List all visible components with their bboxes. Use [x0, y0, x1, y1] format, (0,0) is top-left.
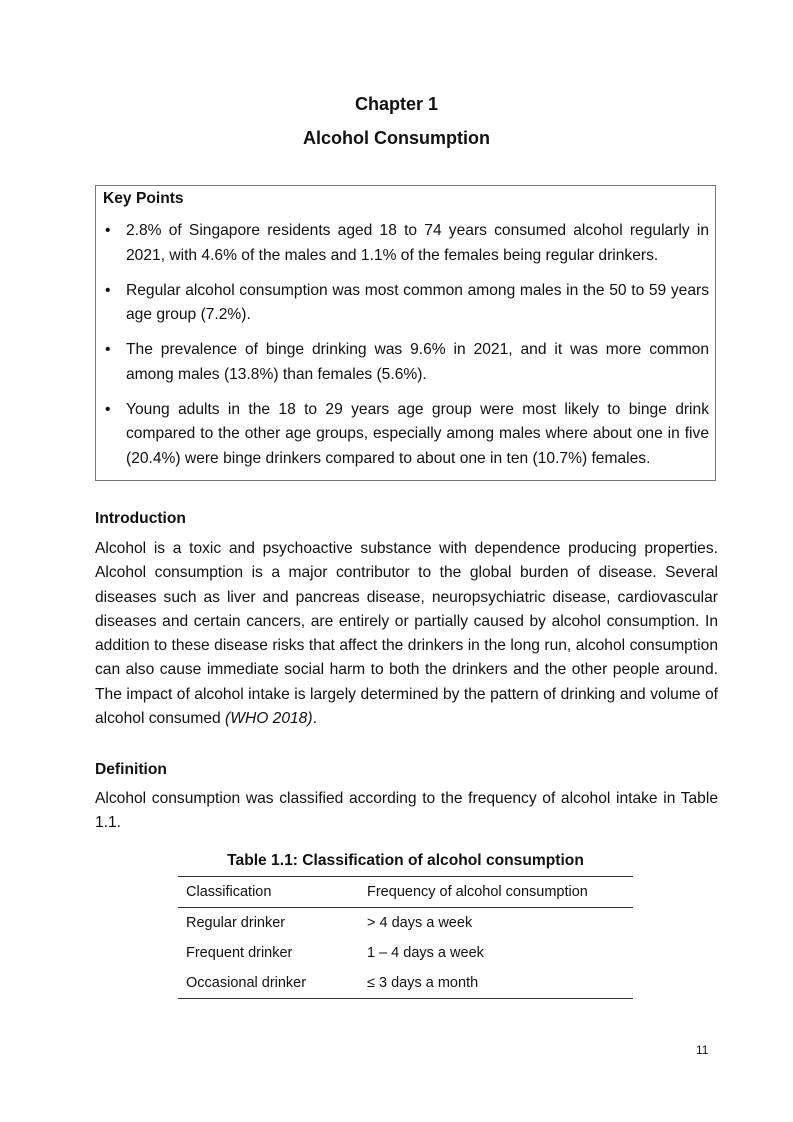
- key-points-heading: Key Points: [103, 190, 184, 207]
- key-points-box: [95, 185, 716, 481]
- table-row: [178, 908, 633, 939]
- table-title: Table 1.1: Classification of alcohol consumption: [227, 852, 584, 869]
- table-header-row: [178, 877, 633, 908]
- definition-paragraph: Alcohol consumption was classified according to the frequency of alcohol intake in Table 1.1.: [95, 790, 718, 832]
- bullet-icon: •: [105, 281, 111, 299]
- table-cell: ≤ 3 days a month: [367, 975, 479, 991]
- chapter-number: Chapter 1: [354, 94, 439, 114]
- list-item: • Young adults in the 18 to 29 years age group were most likely to binge drink compared to the other age groups, especially among males where about one in five (20.4%) were binge drinkers compared to about one in ten (10.7%) females.: [96, 398, 717, 472]
- bullet-icon: •: [105, 341, 111, 358]
- table-cell: Regular drinker: [186, 915, 286, 931]
- table-cell: Frequent drinker: [186, 945, 293, 961]
- bullet-icon: •: [105, 222, 111, 239]
- introduction-heading: Introduction: [95, 510, 186, 527]
- page-number: 11: [696, 1043, 709, 1057]
- header-cell: Classification: [186, 884, 272, 900]
- table-cell: > 4 days a week: [367, 915, 473, 931]
- bullet-icon: •: [105, 400, 111, 418]
- chapter-title: Alcohol Consumption: [303, 128, 490, 148]
- table-cell: Occasional drinker: [186, 975, 307, 991]
- definition-heading: Definition: [95, 761, 167, 778]
- key-points-list: [96, 219, 717, 482]
- list-item: • The prevalence of binge drinking was 9.6% in 2021, and it was more common among males (13.8%) than females (5.6%).: [96, 338, 717, 387]
- table-cell: 1 – 4 days a week: [367, 945, 484, 961]
- table-row: [178, 938, 633, 968]
- table-row: [178, 968, 633, 999]
- header-cell: Frequency of alcohol consumption: [367, 884, 588, 900]
- classification-table: [178, 876, 633, 999]
- citation: (WHO 2018): [225, 710, 313, 728]
- introduction-paragraph: Alcohol is a toxic and psychoactive substance with dependence producing properties. Alcohol consumption is a major contributor to the global burden of disease. Several diseases such as liver and pancreas disease, neuropsychiatric disease, cardiovascular diseases and certain cancers, are entirely or partially caused by alcohol consumption. In addition to these disease risks that affect the drinkers in the long run, alcohol consumption can also cause immediate social harm to both the drinkers and the other people around. The impact of alcohol intake is largely determined by the pattern of drinking and volume of alcohol consumed (WHO 2018).: [95, 540, 718, 728]
- list-item: • 2.8% of Singapore residents aged 18 to 74 years consumed alcohol regularly in 2021, with 4.6% of the males and 1.1% of the females being regular drinkers.: [96, 219, 717, 268]
- list-item: • Regular alcohol consumption was most common among males in the 50 to 59 years age group (7.2%).: [96, 279, 717, 328]
